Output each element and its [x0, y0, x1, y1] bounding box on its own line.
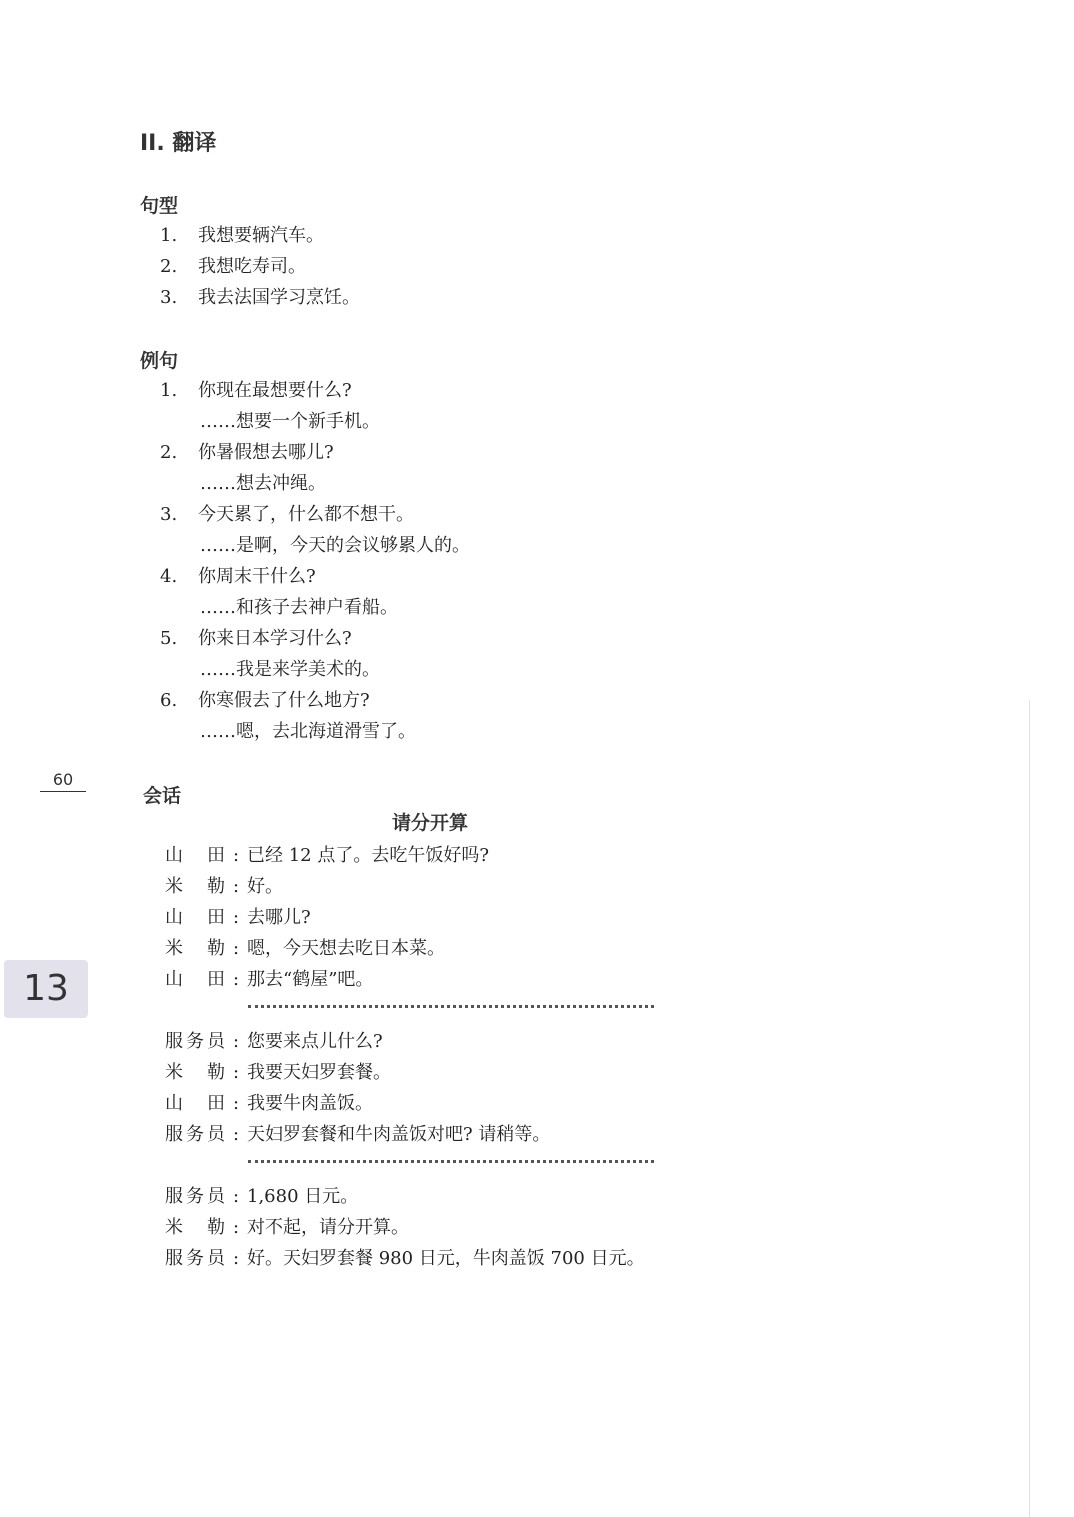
item-number: 5.	[160, 628, 178, 649]
example-answer: ……和孩子去神户看船。	[200, 597, 398, 618]
dialogue-line	[165, 1181, 358, 1212]
speaker-name: 山田	[165, 907, 225, 928]
speaker-colon: :	[232, 1062, 240, 1083]
dialogue-line	[165, 933, 445, 964]
example-answer: ……我是来学美术的。	[200, 659, 380, 680]
line-text: 您要来点儿什么?	[247, 1031, 383, 1052]
example-answer: ……想要一个新手机。	[200, 411, 380, 432]
speaker-colon: :	[232, 1093, 240, 1114]
speaker-name: 山田	[165, 969, 225, 990]
line-text: 好。天妇罗套餐 980 日元，牛肉盖饭 700 日元。	[247, 1248, 645, 1269]
line-text: 已经 12 点了。去吃午饭好吗?	[247, 845, 489, 866]
speaker-colon: :	[232, 1031, 240, 1052]
speaker-colon: :	[232, 1186, 240, 1207]
dialogue-line	[165, 1026, 383, 1057]
pattern-item	[160, 251, 306, 282]
speaker-colon: :	[232, 876, 240, 897]
speaker-name: 服务员	[165, 1186, 225, 1207]
page-edge-line	[1029, 700, 1030, 1517]
line-text: 我要牛肉盖饭。	[247, 1093, 373, 1114]
line-text: 对不起，请分开算。	[247, 1217, 409, 1238]
speaker-name: 米勒	[165, 1062, 225, 1083]
page-number: 60	[40, 770, 86, 792]
dialogue-heading: 会话	[143, 785, 182, 807]
line-text: 嗯，今天想去吃日本菜。	[247, 938, 445, 959]
example-question	[160, 685, 370, 716]
scene-divider	[248, 1005, 654, 1008]
dialogue-line	[165, 1057, 391, 1088]
dialogue-line	[165, 840, 489, 871]
speaker-colon: :	[232, 938, 240, 959]
example-question	[160, 561, 316, 592]
question-text: 你来日本学习什么?	[198, 628, 352, 649]
example-question	[160, 623, 352, 654]
speaker-name: 米勒	[165, 876, 225, 897]
dialogue-line	[165, 1088, 373, 1119]
item-text: 我想吃寿司。	[198, 256, 306, 277]
example-question	[160, 437, 334, 468]
item-text: 我去法国学习烹饪。	[198, 287, 360, 308]
question-text: 你现在最想要什么?	[198, 380, 352, 401]
speaker-name: 山田	[165, 845, 225, 866]
speaker-name: 米勒	[165, 938, 225, 959]
dialogue-line	[165, 871, 283, 902]
item-number: 3.	[160, 504, 178, 525]
example-answer: ……嗯，去北海道滑雪了。	[200, 721, 416, 742]
item-number: 2.	[160, 442, 178, 463]
speaker-colon: :	[232, 1248, 240, 1269]
example-answer: ……是啊，今天的会议够累人的。	[200, 535, 470, 556]
speaker-name: 服务员	[165, 1248, 225, 1269]
line-text: 1,680 日元。	[247, 1186, 359, 1207]
speaker-colon: :	[232, 1124, 240, 1145]
question-text: 你暑假想去哪儿?	[198, 442, 334, 463]
dialogue-title: 请分开算	[391, 812, 468, 834]
pattern-item	[160, 220, 324, 251]
question-text: 你周末干什么?	[198, 566, 316, 587]
speaker-colon: :	[232, 845, 240, 866]
dialogue-line	[165, 1212, 409, 1243]
dialogue-line	[165, 1243, 645, 1274]
pattern-item	[160, 282, 360, 313]
speaker-name: 米勒	[165, 1217, 225, 1238]
example-answer: ……想去冲绳。	[200, 473, 326, 494]
dialogue-line	[165, 964, 373, 995]
line-text: 天妇罗套餐和牛肉盖饭对吧? 请稍等。	[247, 1124, 551, 1145]
item-number: 2.	[160, 256, 178, 277]
speaker-name: 山田	[165, 1093, 225, 1114]
question-text: 你寒假去了什么地方?	[198, 690, 370, 711]
line-text: 好。	[247, 876, 283, 897]
speaker-name: 服务员	[165, 1124, 225, 1145]
section-title: II. 翻译	[140, 131, 217, 156]
line-text: 那去“鹤屋”吧。	[247, 969, 374, 990]
dialogue-line	[165, 1119, 550, 1150]
item-number: 1.	[160, 380, 178, 401]
item-number: 4.	[160, 566, 178, 587]
item-text: 我想要辆汽车。	[198, 225, 324, 246]
example-question	[160, 375, 352, 406]
item-number: 3.	[160, 287, 178, 308]
patterns-heading: 句型	[140, 195, 179, 217]
question-text: 今天累了，什么都不想干。	[198, 504, 414, 525]
item-number: 6.	[160, 690, 178, 711]
example-question	[160, 499, 414, 530]
examples-heading: 例句	[140, 350, 179, 372]
speaker-colon: :	[232, 969, 240, 990]
scene-divider	[248, 1160, 654, 1163]
dialogue-line	[165, 902, 311, 933]
lesson-number-tab: 13	[4, 960, 88, 1018]
item-number: 1.	[160, 225, 178, 246]
speaker-colon: :	[232, 907, 240, 928]
speaker-name: 服务员	[165, 1031, 225, 1052]
line-text: 去哪儿?	[247, 907, 311, 928]
line-text: 我要天妇罗套餐。	[247, 1062, 391, 1083]
speaker-colon: :	[232, 1217, 240, 1238]
